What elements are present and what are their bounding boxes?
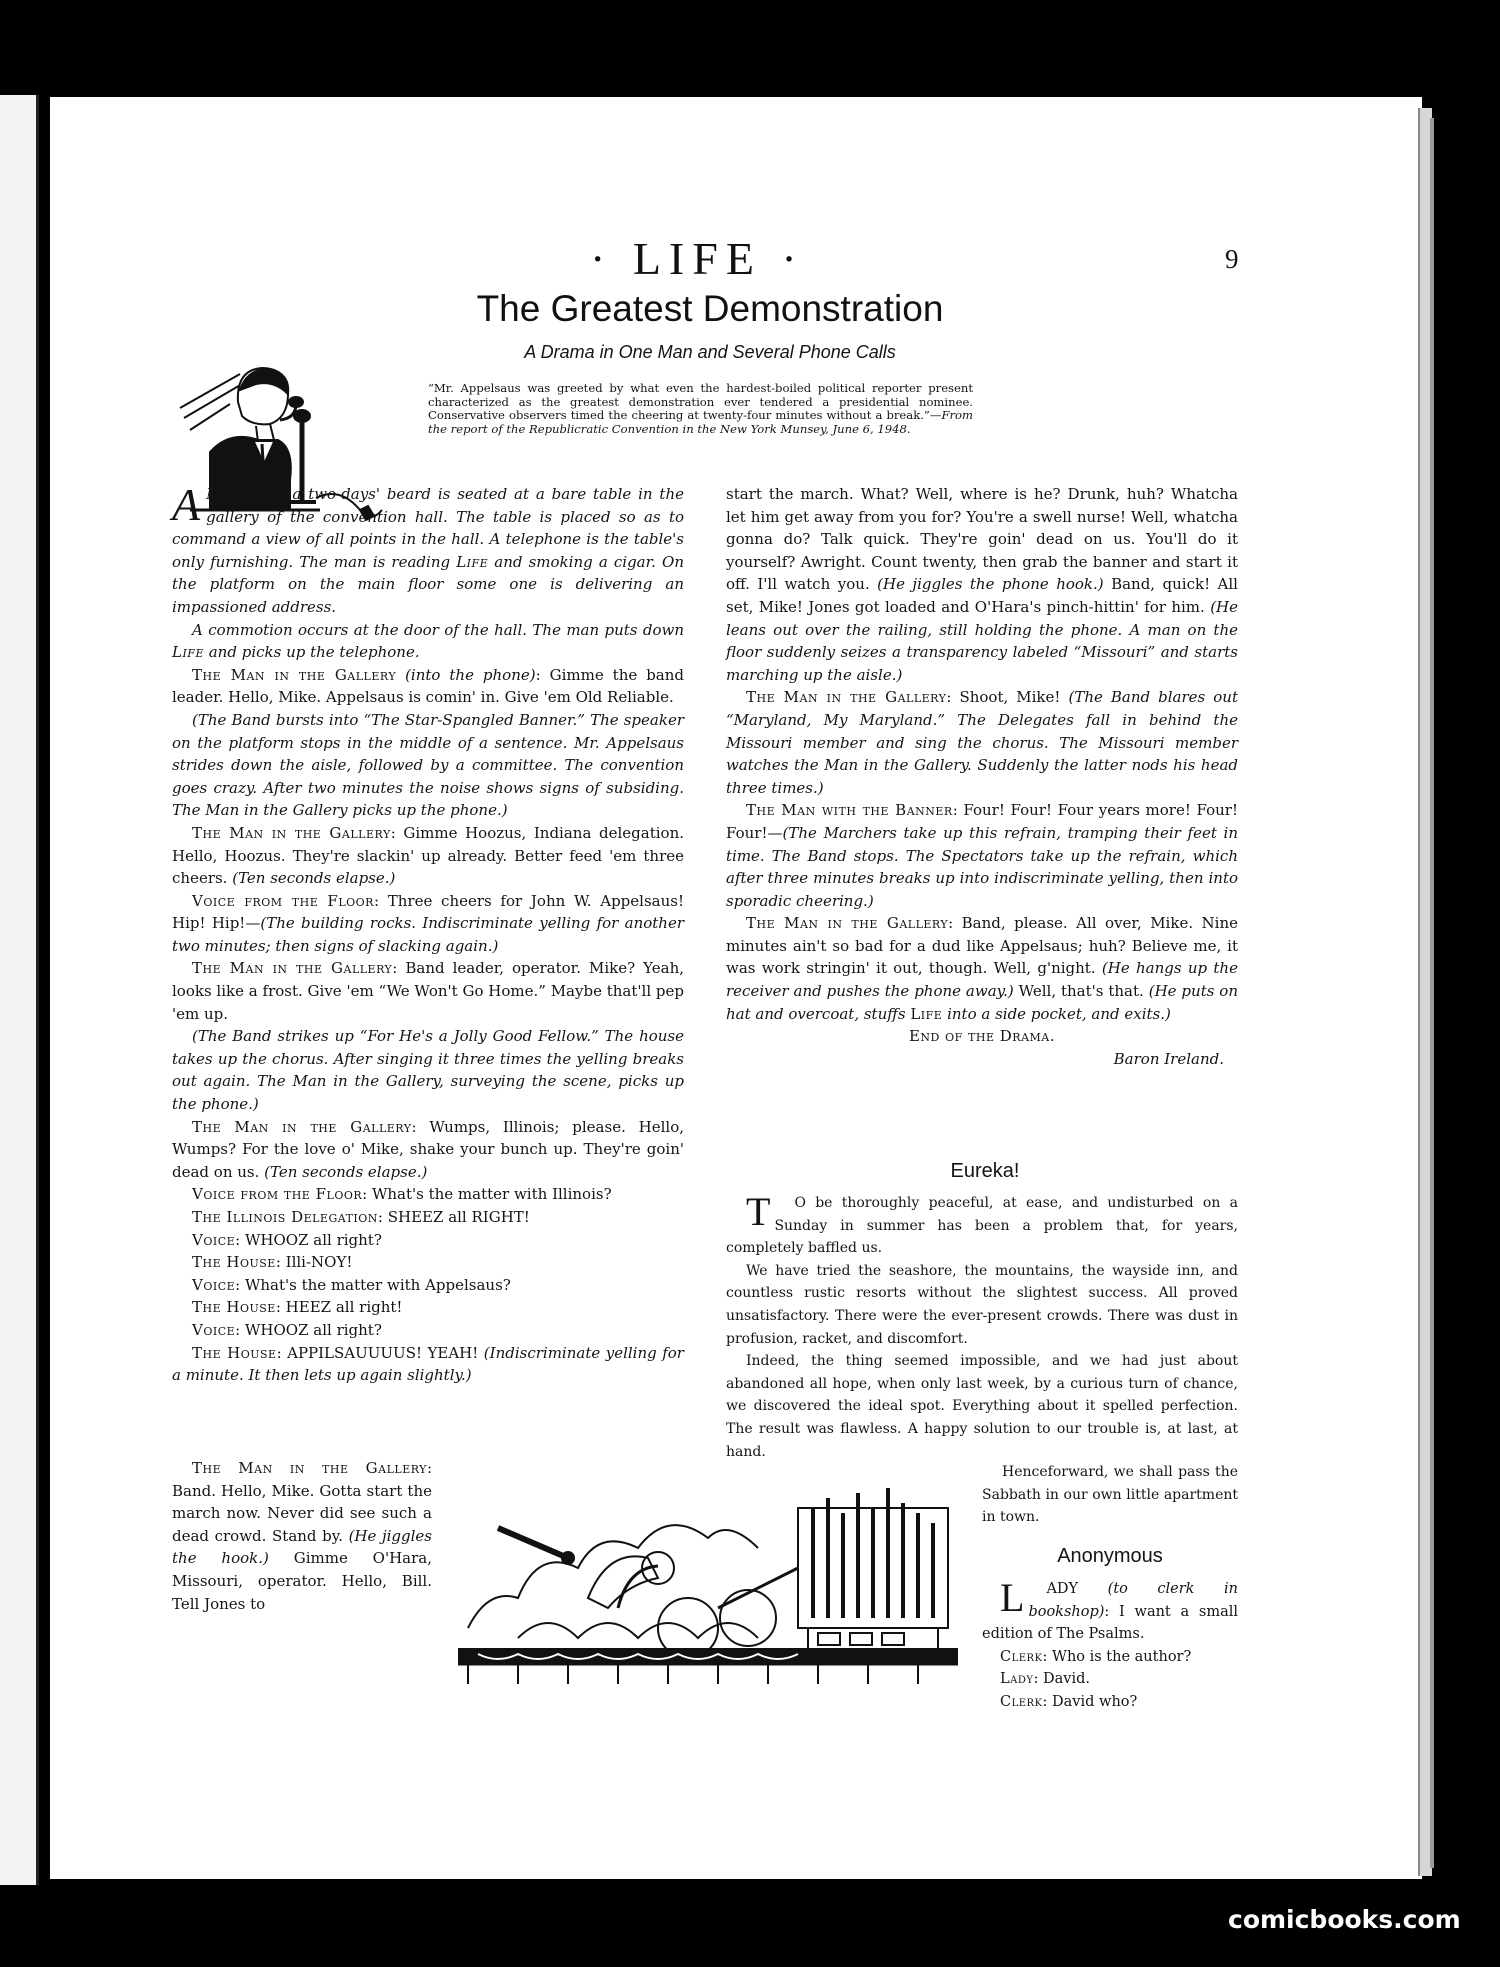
dialogue-line: The Man in the Gallery (into the phone): Gimme the band leader. Hello, Mike. Appelsaus is comin' in. Give 'em Old Reliable. <box>172 665 685 707</box>
drama-column-left: A MAN with a two-days' beard is seated at a bare table in the gallery of the convention hall. The table is placed so as to command a view of all points in the hall. A telephone is the table's only furnishing. The man is reading Life and smoking a cigar. On the platform on the main floor some one is delivering an impassioned address. A commotion occurs at the door of the hall. The man puts down Life and picks up the telephone. The Man in the Gallery (into the phone): Gimme the band leader. Hello, Mike. Appelsaus is comin' in. Give 'em Old Reliable. (The Band bursts into “The Star-Spangled Banner.” The speaker on the platform stops in the middle of a sentence. Mr. Appelsaus strides down the aisle, followed by a committee. The convention goes crazy. After two minutes the noise shows signs of subsiding. The Man in the Gallery picks up the phone.) The Man in the Gallery: Gimme Hoozus, Indiana delegation. Hello, Hoozus. They're slackin' up already. Better feed 'em three cheers. (Ten seconds elapse.) Voice from the Floor: Three cheers for John W. Appelsaus! Hip! Hip!—(The building rocks. Indiscriminate yelling for another two minutes; then signs of slacking again.) The Man in the Gallery: Band leader, operator. Mike? Yeah, looks like a frost. Give 'em “We Won't Go Home.” Maybe that'll pep 'em up. (The Band strikes up “For He's a Jolly Good Fellow.” The house takes up the chorus. After singing it three times the yelling breaks out again. The Man in the Gallery, surveying the scene, picks up the phone.) The Man in the Gallery: Wumps, Illinois; please. Hello, Wumps? For the love o' Mike, shake your bunch up. They're goin' dead on us. (Ten seconds elapse.) Voice from the Floor: What's the matter with Illinois? The Illinois Delegation: SHEEZ all RIGHT! Voice: WHOOZ all right? The House: Illi-NOY! Voice: What's the matter with Appelsaus? The House: HEEZ all right! Voice: WHOOZ all right? The House: APPILSAUUUUS! YEAH! (Indiscriminate yelling for a minute. It then lets up again slightly.) <box>172 483 684 1387</box>
stage-direction: (The Band bursts into “The Star-Spangled Banner.” The speaker on the platform stops in the middle of a sentence. Mr. Appelsaus strides down the aisle, followed by a committee. The convention goes crazy. After two minutes the noise shows signs of subsiding. The Man in the Gallery picks up the phone.) <box>172 710 684 820</box>
drop-cap-t: T <box>746 1189 771 1234</box>
stage-direction: A commotion occurs at the door of the hall. The man puts down Life and picks up the telephone. <box>172 620 684 662</box>
dialogue-line: Voice from the Floor: Three cheers for John W. Appelsaus! Hip! Hip!—(The building rocks. Indiscriminate yelling for another two minutes; then signs of slacking again.) <box>172 891 685 955</box>
page-number: 9 <box>1225 244 1239 274</box>
eureka-heading: Eureka! <box>950 1160 1020 1182</box>
eureka-closing: Henceforward, we shall pass the Sabbath in our own little apartment in town. <box>982 1464 1238 1526</box>
drop-cap-l: L <box>1000 1575 1025 1620</box>
epigraph <box>428 382 973 436</box>
anonymous-heading: Anonymous <box>1057 1545 1163 1567</box>
page-edge-shadow-inner <box>1430 118 1434 1868</box>
epigraph-quote: “Mr. Appelsaus was greeted by what even the hardest-boiled political reporter present characterized as the greatest demonstration ever tendered a presidential nominee. Conservative observers timed the cheering at twenty-four minutes without a break.”— <box>428 381 973 422</box>
epigraph-source: From the report of the Republicratic Convention in the New York Munsey, June 6, 1948. <box>428 408 973 436</box>
dialogue-line: The Man in the Gallery: Band, please. All over, Mike. Nine minutes ain't so bad for a dud like Appelsaus; huh? Believe me, it was work stringin' it out, though. Well, g'night. (He hangs up the receiver and pushes the phone away.) Well, that's that. (He puts on hat and overcoat, stuffs Life into a side pocket, and exits.) <box>726 914 1239 1023</box>
adjacent-page-edge <box>0 95 39 1885</box>
dialogue-line: The Man in the Gallery: Band. Hello, Mike. Gotta start the march now. Never did see such a dead crowd. Stand by. (He jiggles the hook.) Gimme O'Hara, Missouri, operator. Hello, Bill. Tell Jones to <box>172 1459 433 1613</box>
dialogue-line: The Illinois Delegation: SHEEZ all RIGHT! <box>192 1208 530 1226</box>
dialogue-line: The House: Illi-NOY! <box>192 1253 353 1272</box>
end-of-drama: End of the Drama. <box>908 1027 1056 1046</box>
drama-column-left-narrow <box>172 1457 432 1615</box>
dialogue-line: The Man in the Gallery: Shoot, Mike! (The Band blares out “Maryland, My Maryland.” The Delegates fall in behind the Missouri member and sing the chorus. The Missouri member watches the Man in the Gallery. Suddenly the latter nods his head three times.) <box>726 688 1238 797</box>
dialogue-line: The Man in the Gallery: Wumps, Illinois; please. Hello, Wumps? For the love o' Mike, shake your bunch up. They're goin' dead on us. (Ten seconds elapse.) <box>172 1117 684 1181</box>
brass-band-illustration <box>458 1488 958 1688</box>
dialogue-line: Voice: WHOOZ all right? <box>192 1320 382 1339</box>
masthead: · LIFE · <box>590 233 805 284</box>
dialogue-line: start the march. What? Well, where is he? Drunk, huh? Whatcha let him get away from you for? You're a swell nurse! Well, whatcha gonna do? Talk quick. They're goin' dead on us. You'll do it yourself? Awright. Count twenty, then grab the banner and start it off. I'll watch you. (He jiggles the phone hook.) Band, quick! All set, Mike! Jones got loaded and O'Hara's pinch-hittin' for him. (He leans out over the railing, still holding the phone. A man on the floor suddenly seizes a transparency labeled “Missouri” and starts marching up the aisle.) <box>726 485 1238 684</box>
article-title: The Greatest Demonstration <box>476 288 944 329</box>
dialogue-line: The Man in the Gallery: Band leader, operator. Mike? Yeah, looks like a frost. Give 'em “We Won't Go Home.” Maybe that'll pep 'em up. <box>172 959 684 1023</box>
drop-cap-a: A <box>172 479 201 530</box>
dialogue-line: Voice: What's the matter with Appelsaus? <box>192 1275 511 1294</box>
dialogue-line: The House: HEEZ all right! <box>192 1298 403 1317</box>
stage-direction: (The Band strikes up “For He's a Jolly Good Fellow.” The house takes up the chorus. After singing it three times the yelling breaks out again. The Man in the Gallery, surveying the scene, picks up the phone.) <box>172 1027 684 1114</box>
author-byline: Baron Ireland. <box>1113 1049 1224 1068</box>
dialogue-line: The Man with the Banner: Four! Four! Four years more! Four! Four!—(The Marchers take up this refrain, tramping their feet in time. The Band stops. The Spectators take up the refrain, which after three minutes breaks up into indiscriminate yelling, then into sporadic cheering.) <box>726 801 1238 910</box>
article-subtitle: A Drama in One Man and Several Phone Calls <box>524 342 896 362</box>
dialogue-line: Voice: WHOOZ all right? <box>192 1230 382 1249</box>
dialogue-line: The House: APPILSAUUUUS! YEAH! (Indiscriminate yelling for a minute. It then lets up again slightly.) <box>172 1343 684 1385</box>
dialogue-line: The Man in the Gallery: Gimme Hoozus, Indiana delegation. Hello, Hoozus. They're slackin' up already. Better feed 'em three cheers. (Ten seconds elapse.) <box>172 823 684 888</box>
anonymous-article: L ADY (to clerk in bookshop): I want a small edition of The Psalms. Clerk: Who is the author? Lady: David. Clerk: David who? <box>982 1575 1238 1710</box>
dialogue-line: Voice from the Floor: What's the matter with Illinois? <box>192 1185 612 1204</box>
site-watermark: comicbooks.com <box>1228 1905 1461 1934</box>
eureka-article: T O be thoroughly peaceful, at ease, and undisturbed on a Sunday in summer has been a problem that, for years, completely baffled us. We have tried the seashore, the mountains, the wayside inn, and countless rustic resorts without the slightest success. All proved unsatisfactory. There were the ever-present crowds. There was dust in profusion, racket, and discomfort. Indeed, the thing seemed impossible, and we had just about abandoned all hope, when only last week, by a curious turn of chance, we discovered the ideal spot. Everything about it spelled perfection. The result was flawless. A happy solution to our trouble is, at last, at hand. <box>726 1189 1238 1460</box>
drama-column-right <box>726 483 1238 1070</box>
